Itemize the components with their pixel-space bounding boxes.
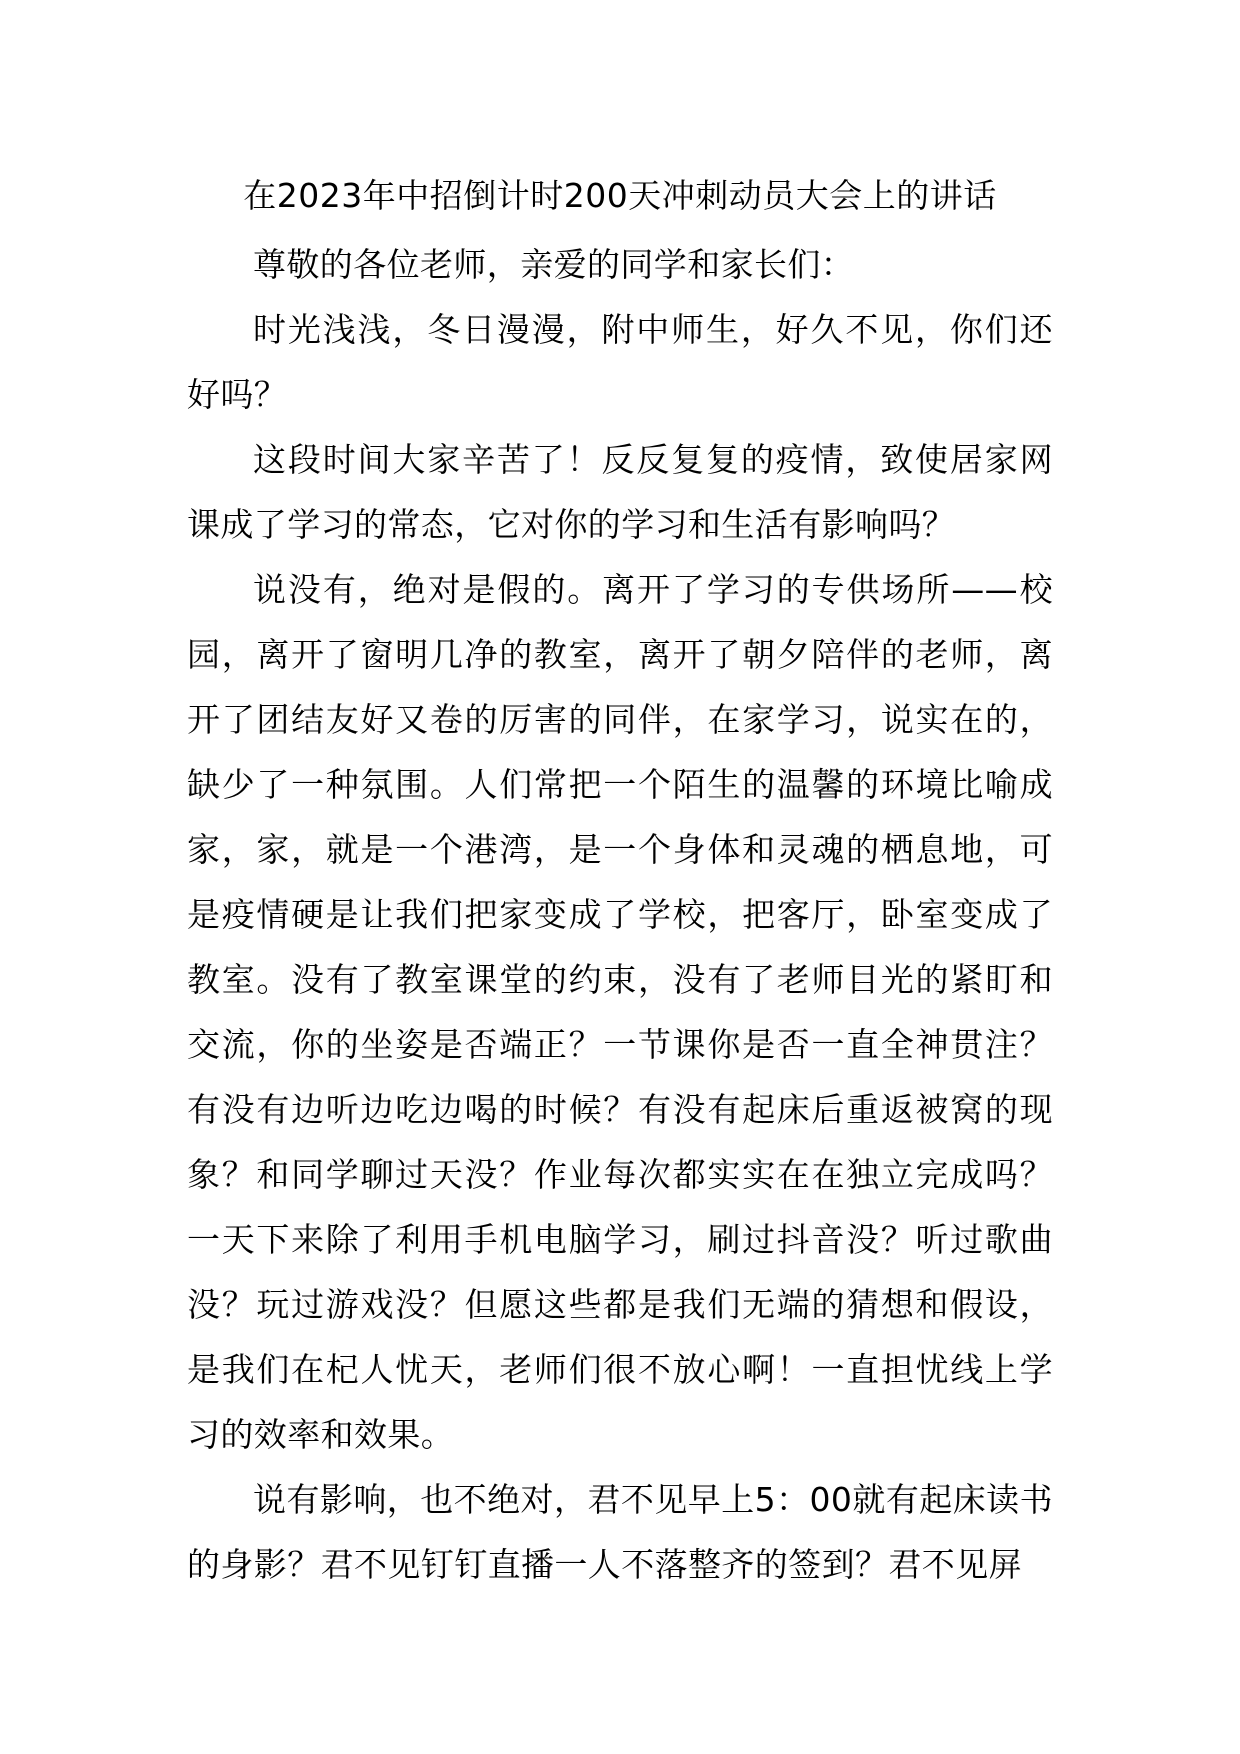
paragraph-salutation: 尊敬的各位老师，亲爱的同学和家长们：	[253, 245, 855, 284]
speech-body	[187, 232, 1053, 1597]
paragraph-positive-impact: 说有影响，也不绝对，君不见早上5：00就有起床读书的身影？君不见钉钉直播一人不落整齐的签到？君不见屏	[187, 1480, 1053, 1584]
paragraph-greeting: 时光浅浅，冬日漫漫，附中师生，好久不见，你们还好吗？	[187, 310, 1053, 414]
paragraph-negative-impact: 说没有，绝对是假的。离开了学习的专供场所——校园，离开了窗明几净的教室，离开了朝夕陪伴的老师，离开了团结友好又卷的厉害的同伴，在家学习，说实在的，缺少了一种氛围。人们常把一个陌生的温馨的环境比喻成家，家，就是一个港湾，是一个身体和灵魂的栖息地，可是疫情硬是让我们把家变成了学校，把客厅，卧室变成了教室。没有了教室课堂的约束，没有了老师目光的紧盯和交流，你的坐姿是否端正？一节课你是否一直全神贯注？有没有边听边吃边喝的时候？有没有起床后重返被窝的现象？和同学聊过天没？作业每次都实实在在独立完成吗？一天下来除了利用手机电脑学习，刷过抖音没？听过歌曲没？玩过游戏没？但愿这些都是我们无端的猜想和假设，是我们在杞人忧天，老师们很不放心啊！一直担忧线上学习的效率和效果。	[187, 570, 1053, 1454]
speech-title: 在2023年中招倒计时200天冲刺动员大会上的讲话	[243, 176, 997, 215]
paragraph-hardship: 这段时间大家辛苦了！反反复复的疫情，致使居家网课成了学习的常态，它对你的学习和生活有影响吗？	[187, 440, 1053, 544]
